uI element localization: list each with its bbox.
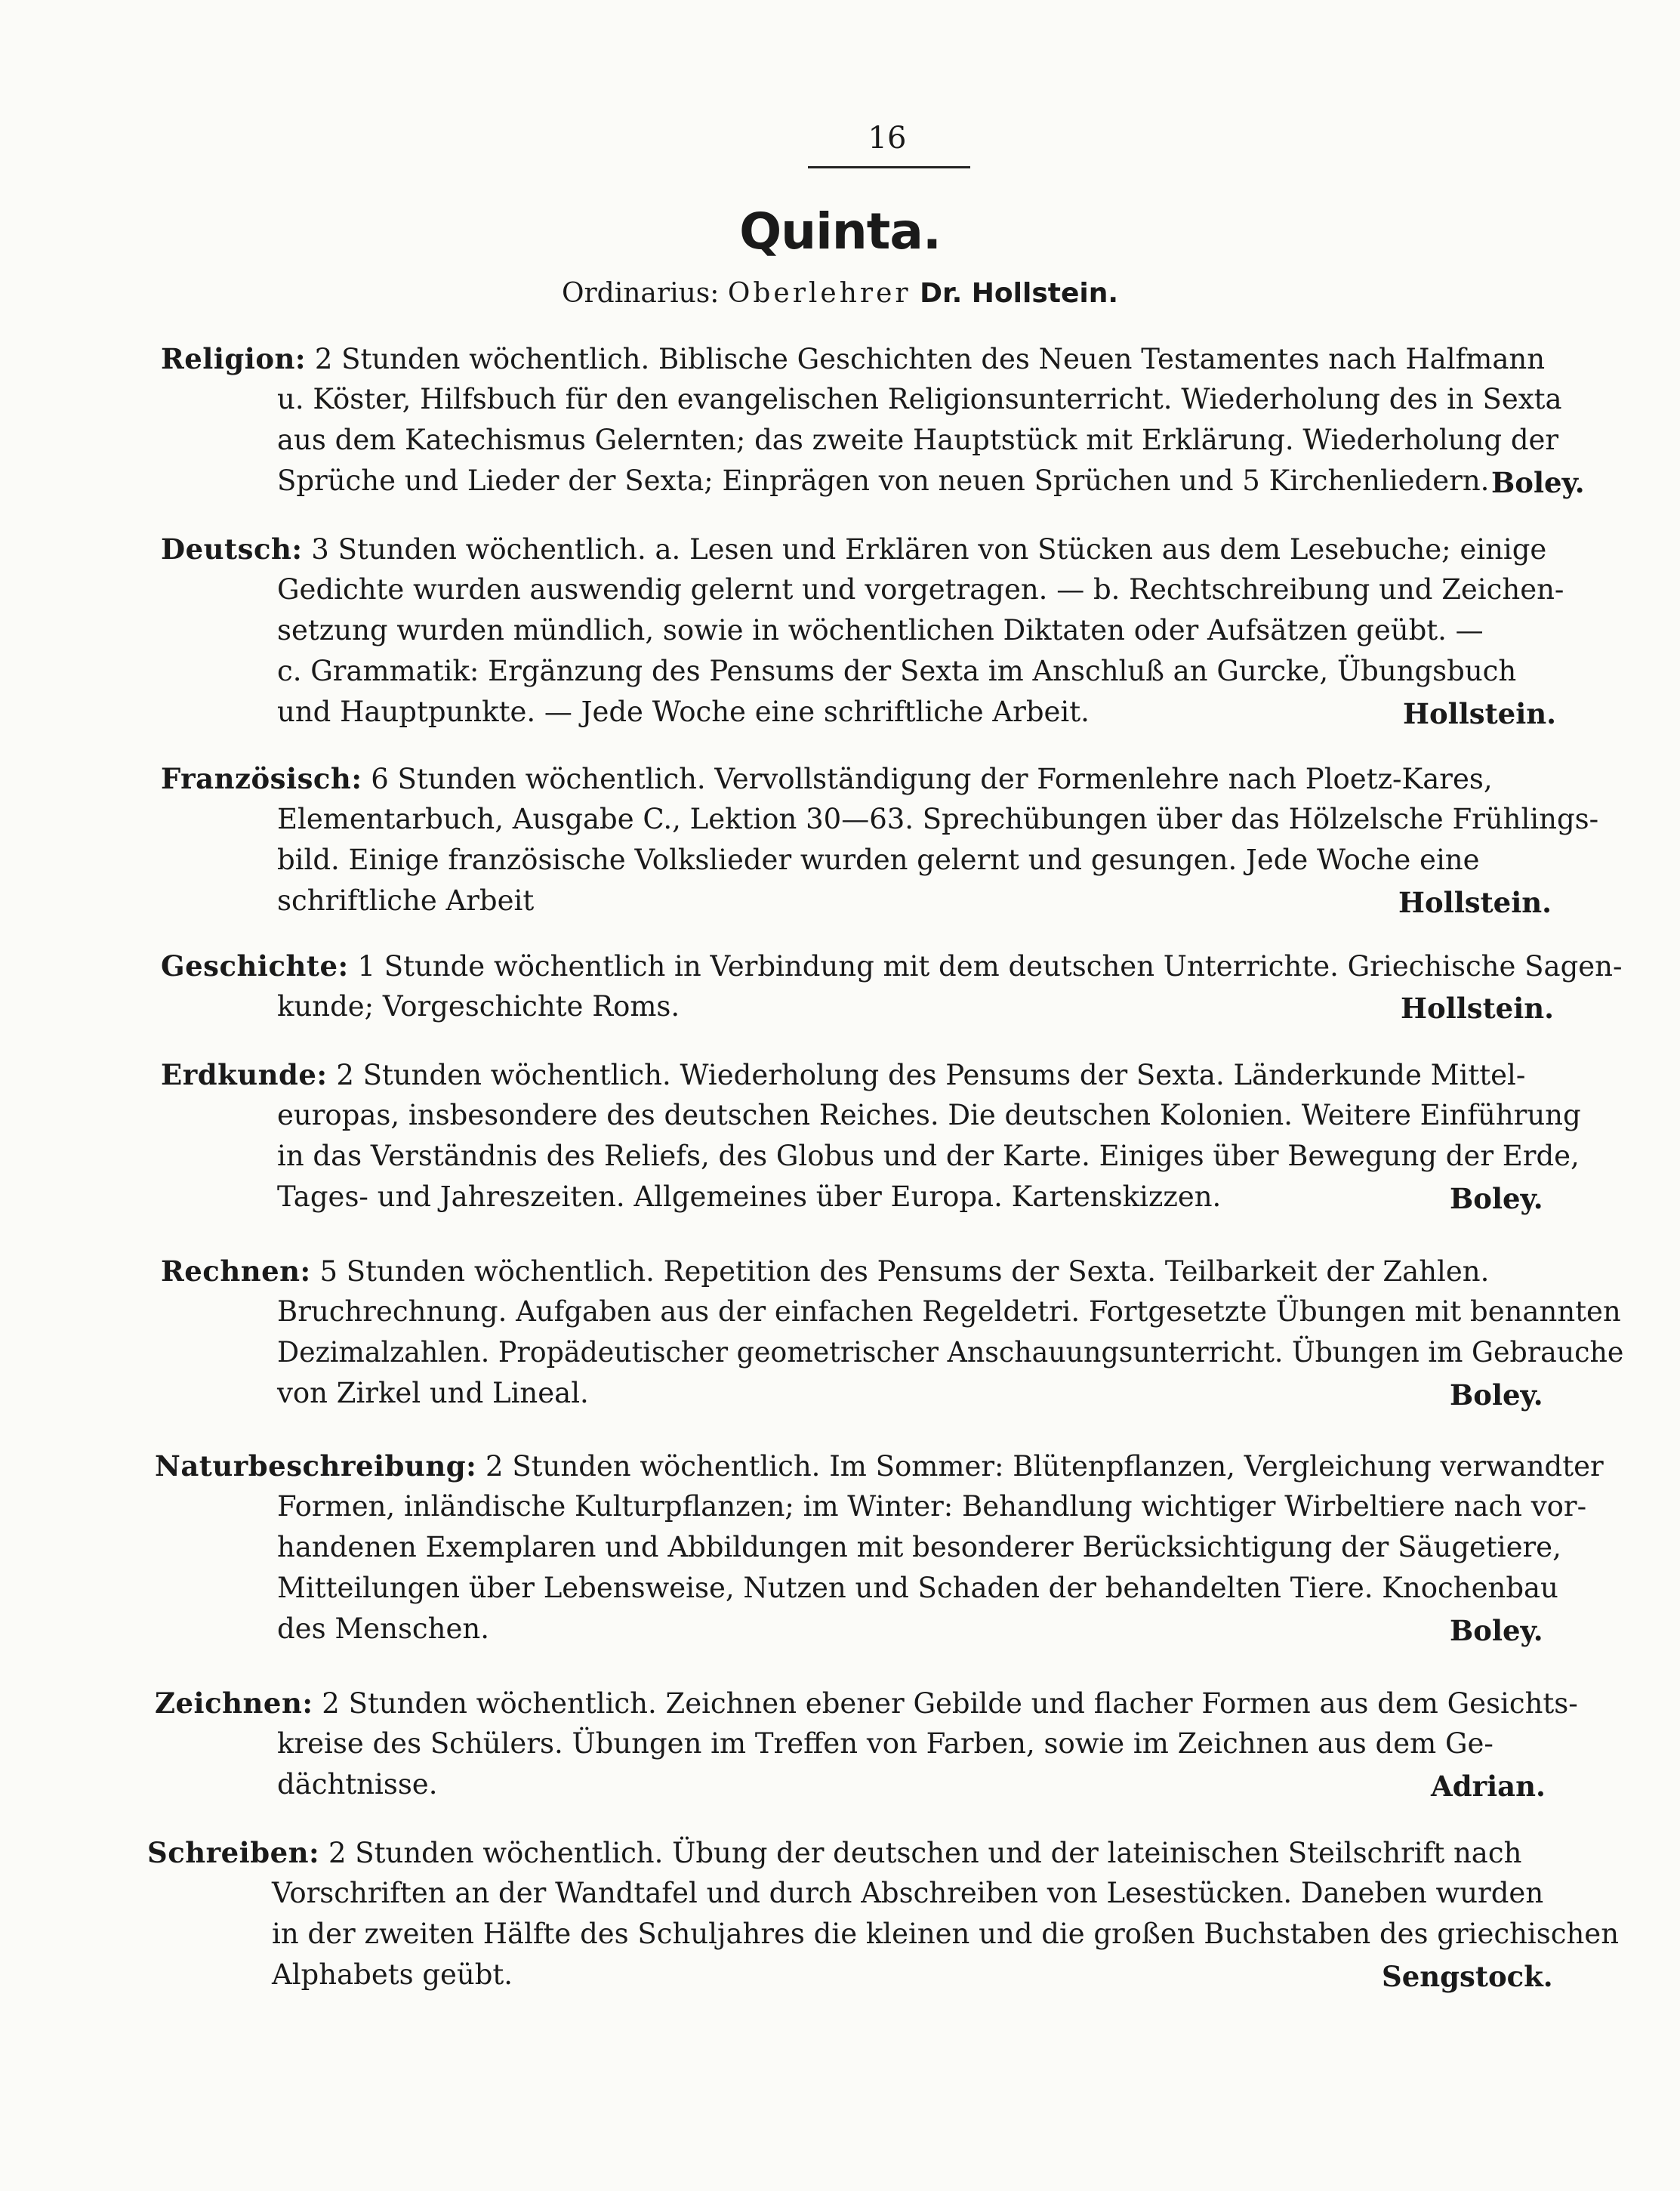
teacher-name: Sengstock. xyxy=(1382,1960,1553,1993)
ordinarius-prefix: Ordinarius: xyxy=(561,278,728,309)
subject-label: Religion: xyxy=(161,342,307,375)
teacher-name: Hollstein. xyxy=(1401,992,1555,1025)
subject-label: Naturbeschreibung: xyxy=(155,1449,477,1483)
subject-label: Geschichte: xyxy=(161,949,349,983)
section-heading: Quinta. xyxy=(739,202,941,261)
subject-line: Tages- und Jahreszeiten. Allgemeines über Europa. Kartenskizzen. xyxy=(277,1180,1222,1213)
subject-line: 2 Stunden wöchentlich. Im Sommer: Blütenpflanzen, Vergleichung verwandter xyxy=(476,1450,1604,1483)
subject-line: Alphabets geübt. xyxy=(272,1958,513,1991)
subject-line: kreise des Schülers. Übungen im Treffen von Farben, sowie im Zeichnen aus dem Ge- xyxy=(277,1727,1494,1760)
subject-label: Deutsch: xyxy=(161,532,303,566)
subject-line: Elementarbuch, Ausgabe C., Lektion 30—63. Sprechübungen über das Hölzelsche Frühlings- xyxy=(277,803,1599,835)
subject-line: Gedichte wurden auswendig gelernt und vorgetragen. — b. Rechtschreibung und Zeichen- xyxy=(277,573,1564,606)
subject-line: 2 Stunden wöchentlich. Wiederholung des Pensums der Sexta. Länderkunde Mittel- xyxy=(327,1059,1526,1091)
teacher-name: Adrian. xyxy=(1431,1770,1546,1803)
subject-label: Schreiben: xyxy=(147,1836,320,1869)
subject-line: Bruchrechnung. Aufgaben aus der einfachen Regeldetri. Fortgesetzte Übungen mit benannten xyxy=(277,1295,1621,1328)
subject-line: 2 Stunden wöchentlich. Übung der deutschen und der lateinischen Steilschrift nach xyxy=(319,1837,1522,1869)
subject-line: und Hauptpunkte. — Jede Woche eine schriftliche Arbeit. xyxy=(277,696,1090,728)
subject-line: von Zirkel und Lineal. xyxy=(277,1377,589,1409)
subject-line: dächtnisse. xyxy=(277,1768,438,1801)
subject-line: 2 Stunden wöchentlich. Biblische Geschichten des Neuen Testamentes nach Halfmann xyxy=(306,343,1546,375)
subject-line: handenen Exemplaren und Abbildungen mit besonderer Berücksichtigung der Säugetiere, xyxy=(277,1531,1561,1563)
subject-line: Sprüche und Lieder der Sexta; Einprägen von neuen Sprüchen und 5 Kirchenliedern. xyxy=(277,464,1490,497)
subject-label: Französisch: xyxy=(161,762,362,795)
ordinarius-title: Oberlehrer xyxy=(727,278,911,309)
page-number: 16 xyxy=(868,121,907,156)
teacher-name: Boley. xyxy=(1450,1614,1543,1647)
subject-line: in der zweiten Hälfte des Schuljahres die kleinen und die großen Buchstaben des griechischen xyxy=(272,1918,1620,1950)
subject-line: aus dem Katechismus Gelernten; das zweite Hauptstück mit Erklärung. Wiederholung der xyxy=(277,424,1559,456)
ordinarius-line xyxy=(0,278,1680,309)
subject-line: 6 Stunden wöchentlich. Vervollständigung der Formenlehre nach Ploetz-Kares, xyxy=(362,763,1493,795)
subject-line: in das Verständnis des Reliefs, des Globus und der Karte. Einiges über Bewegung der Erde, xyxy=(277,1140,1580,1172)
teacher-name: Hollstein. xyxy=(1398,886,1552,919)
subject-line: 2 Stunden wöchentlich. Zeichnen ebener Gebilde und flacher Formen aus dem Gesichts- xyxy=(313,1687,1578,1720)
page-number-rule xyxy=(808,166,970,168)
subject-line: 1 Stunde wöchentlich in Verbindung mit dem deutschen Unterrichte. Griechische Sagen- xyxy=(348,950,1623,983)
teacher-name: Boley. xyxy=(1491,466,1585,499)
subject-line: bild. Einige französische Volkslieder wurden gelernt und gesungen. Jede Woche eine xyxy=(277,844,1480,876)
subject-label: Zeichnen: xyxy=(155,1686,313,1720)
ordinarius-name: Dr. Hollstein. xyxy=(920,278,1119,309)
teacher-name: Hollstein. xyxy=(1403,697,1557,730)
subject-line: c. Grammatik: Ergänzung des Pensums der Sexta im Anschluß an Gurcke, Übungsbuch xyxy=(277,655,1517,687)
subject-line: des Menschen. xyxy=(277,1612,489,1645)
subject-line: Vorschriften an der Wandtafel und durch Abschreiben von Lesestücken. Daneben wurden xyxy=(272,1877,1544,1909)
subject-label: Erdkunde: xyxy=(161,1058,328,1091)
subject-line: europas, insbesondere des deutschen Reiches. Die deutschen Kolonien. Weitere Einführung xyxy=(277,1099,1581,1131)
teacher-name: Boley. xyxy=(1450,1182,1543,1215)
subject-line: 5 Stunden wöchentlich. Repetition des Pensums der Sexta. Teilbarkeit der Zahlen. xyxy=(310,1255,1490,1288)
subject-line: setzung wurden mündlich, sowie in wöchentlichen Diktaten oder Aufsätzen geübt. — xyxy=(277,614,1484,646)
subject-line: Formen, inländische Kulturpflanzen; im Winter: Behandlung wichtiger Wirbeltiere nach vor- xyxy=(277,1490,1587,1523)
subject-line: Dezimalzahlen. Propädeutischer geometrischer Anschauungsunterricht. Übungen im Gebrauche xyxy=(277,1336,1624,1369)
subject-line: u. Köster, Hilfsbuch für den evangelischen Religionsunterricht. Wiederholung des in Sexta xyxy=(277,383,1562,415)
subject-label: Rechnen: xyxy=(161,1254,311,1288)
subject-line: Mitteilungen über Lebensweise, Nutzen und Schaden der behandelten Tiere. Knochenbau xyxy=(277,1572,1558,1604)
subject-line: 3 Stunden wöchentlich. a. Lesen und Erklären von Stücken aus dem Lesebuche; einige xyxy=(302,533,1547,566)
subject-line: kunde; Vorgeschichte Roms. xyxy=(277,990,680,1023)
subject-line: schriftliche Arbeit xyxy=(277,884,535,917)
teacher-name: Boley. xyxy=(1450,1378,1543,1412)
